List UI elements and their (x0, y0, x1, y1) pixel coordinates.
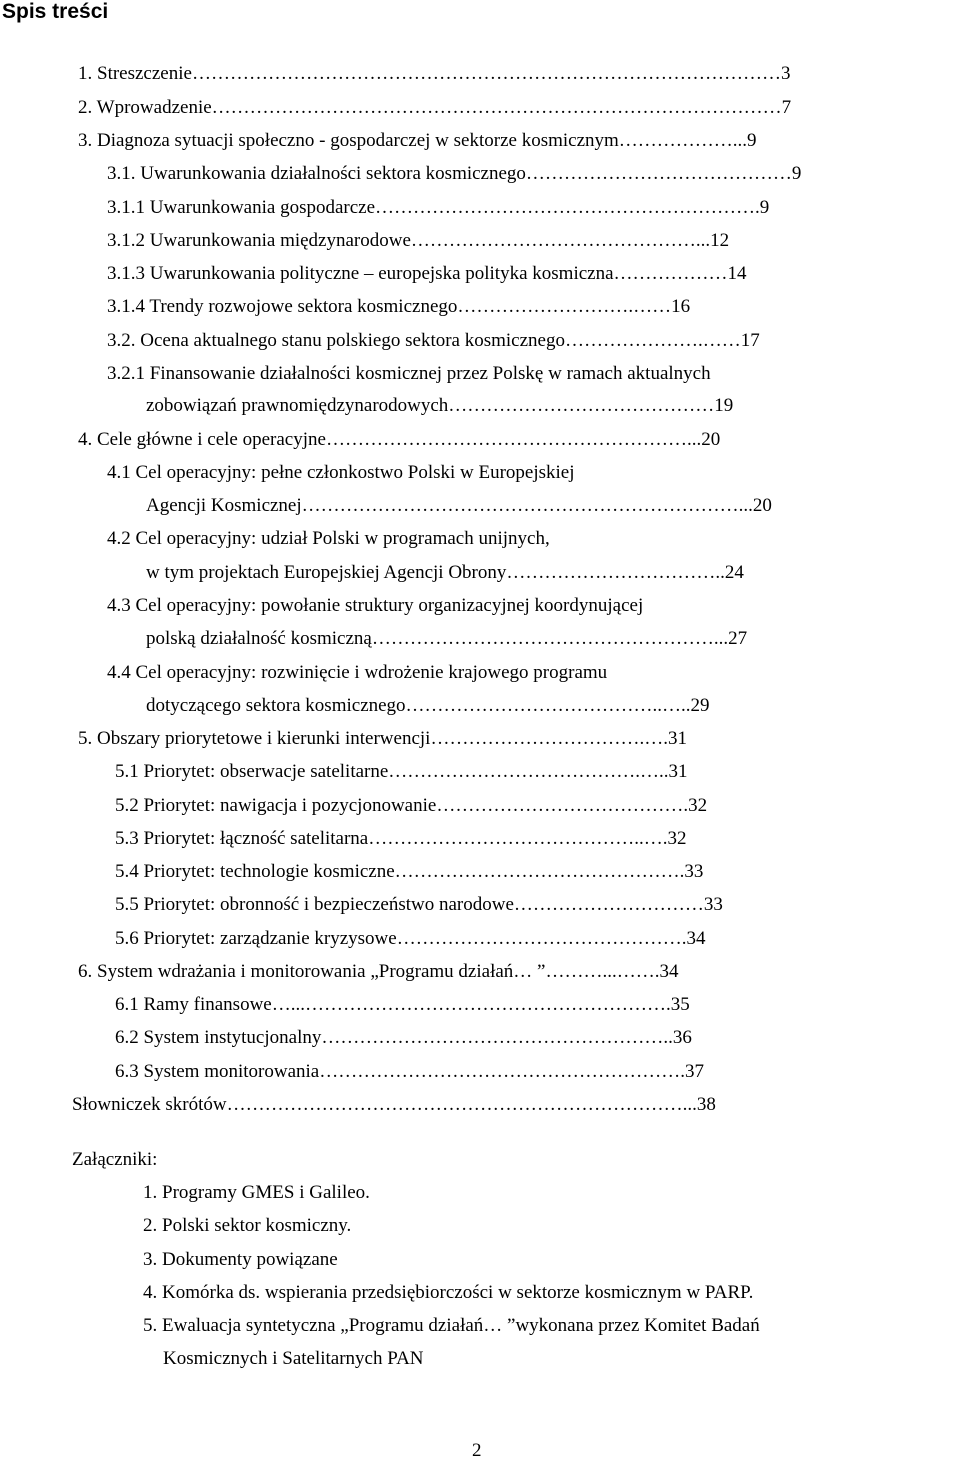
toc-entry[interactable]: 6.3 System monitorowania………………………………………………….37 (115, 1061, 704, 1082)
toc-entry[interactable]: 3.1.3 Uwarunkowania polityczne – europejska polityka kosmiczna………………14 (107, 263, 747, 284)
toc-entry[interactable]: Słowniczek skrótów………………………………………………………………...38 (72, 1094, 716, 1115)
page-title: Spis treści (2, 0, 109, 23)
toc-entry[interactable]: 5. Obszary priorytetowe i kierunki interwencji…………………………….….31 (78, 728, 687, 749)
toc-entry[interactable]: 3.1.4 Trendy rozwojowe sektora kosmicznego……………………….……16 (107, 296, 691, 317)
toc-entry-continued[interactable]: polską działalność kosmiczną………………………………………………...27 (146, 628, 748, 649)
toc-entry[interactable]: 2. Wprowadzenie………………………………………………………………………………7 (78, 97, 792, 118)
toc-entry-continued[interactable]: w tym projektach Europejskiej Agencji Obrony……………………………..24 (146, 562, 744, 583)
toc-entry[interactable]: 5.2 Priorytet: nawigacja i pozycjonowanie………………………………….32 (115, 795, 708, 816)
attachment-item: 1. Programy GMES i Galileo. (143, 1182, 370, 1203)
attachment-item: 3. Dokumenty powiązane (143, 1249, 338, 1270)
toc-entry[interactable]: 5.5 Priorytet: obronność i bezpieczeństwo narodowe…………………………33 (115, 894, 723, 915)
toc-entry[interactable]: 3.1.2 Uwarunkowania międzynarodowe………………………………………...12 (107, 230, 730, 251)
toc-entry[interactable]: 3.2. Ocena aktualnego stanu polskiego sektora kosmicznego………………….……17 (107, 330, 760, 351)
toc-entry[interactable]: 4.1 Cel operacyjny: pełne członkostwo Polski w Europejskiej (107, 462, 575, 483)
toc-entry[interactable]: 3.1.1 Uwarunkowania gospodarcze…………………………………………………….9 (107, 197, 770, 218)
toc-entry[interactable]: 6.2 System instytucjonalny………………………………………………..36 (115, 1027, 692, 1048)
toc-entry[interactable]: 4.2 Cel operacyjny: udział Polski w programach unijnych, (107, 528, 550, 549)
toc-entry[interactable]: 3.1. Uwarunkowania działalności sektora kosmicznego……………………………………9 (107, 163, 802, 184)
attachment-item: 4. Komórka ds. wspierania przedsiębiorczości w sektorze kosmicznym w PARP. (143, 1282, 754, 1303)
attachment-item-continued: Kosmicznych i Satelitarnych PAN (163, 1348, 424, 1369)
toc-entry-continued[interactable]: dotyczącego sektora kosmicznego…………………………………..…..29 (146, 695, 710, 716)
toc-entry[interactable]: 5.6 Priorytet: zarządzanie kryzysowe……………………………………….34 (115, 928, 706, 949)
toc-entry-continued[interactable]: Agencji Kosmicznej……………………………………………………………...20 (146, 495, 772, 516)
toc-entry[interactable]: 4.3 Cel operacyjny: powołanie struktury organizacyjnej koordynującej (107, 595, 644, 616)
toc-entry-continued[interactable]: zobowiązań prawnomiędzynarodowych……………………………………19 (146, 395, 734, 416)
toc-entry[interactable]: 5.1 Priorytet: obserwacje satelitarne………………………………….…..31 (115, 761, 688, 782)
toc-entry[interactable]: 5.4 Priorytet: technologie kosmiczne……………………………………….33 (115, 861, 704, 882)
toc-entry[interactable]: 6. System wdrażania i monitorowania „Programu działań… ”………...…….34 (78, 961, 679, 982)
attachment-item: 5. Ewaluacja syntetyczna „Programu działań… ”wykonana przez Komitet Badań (143, 1315, 760, 1336)
toc-entry[interactable]: 1. Streszczenie…………………………………………………………………………………3 (78, 63, 791, 84)
toc-entry[interactable]: 4. Cele główne i cele operacyjne…………………………………………………...20 (78, 429, 721, 450)
toc-entry[interactable]: 3. Diagnoza sytuacji społeczno - gospodarczej w sektorze kosmicznym………………...9 (78, 130, 757, 151)
page-number: 2 (472, 1440, 482, 1461)
toc-entry[interactable]: 4.4 Cel operacyjny: rozwinięcie i wdrożenie krajowego programu (107, 662, 608, 683)
toc-entry[interactable]: 5.3 Priorytet: łączność satelitarna……………………………………..….32 (115, 828, 687, 849)
attachment-item: 2. Polski sektor kosmiczny. (143, 1215, 352, 1236)
toc-entry[interactable]: 6.1 Ramy finansowe…...………………………………………………….35 (115, 994, 690, 1015)
attachments-heading: Załączniki: (72, 1149, 158, 1170)
toc-entry[interactable]: 3.2.1 Finansowanie działalności kosmicznej przez Polskę w ramach aktualnych (107, 363, 711, 384)
